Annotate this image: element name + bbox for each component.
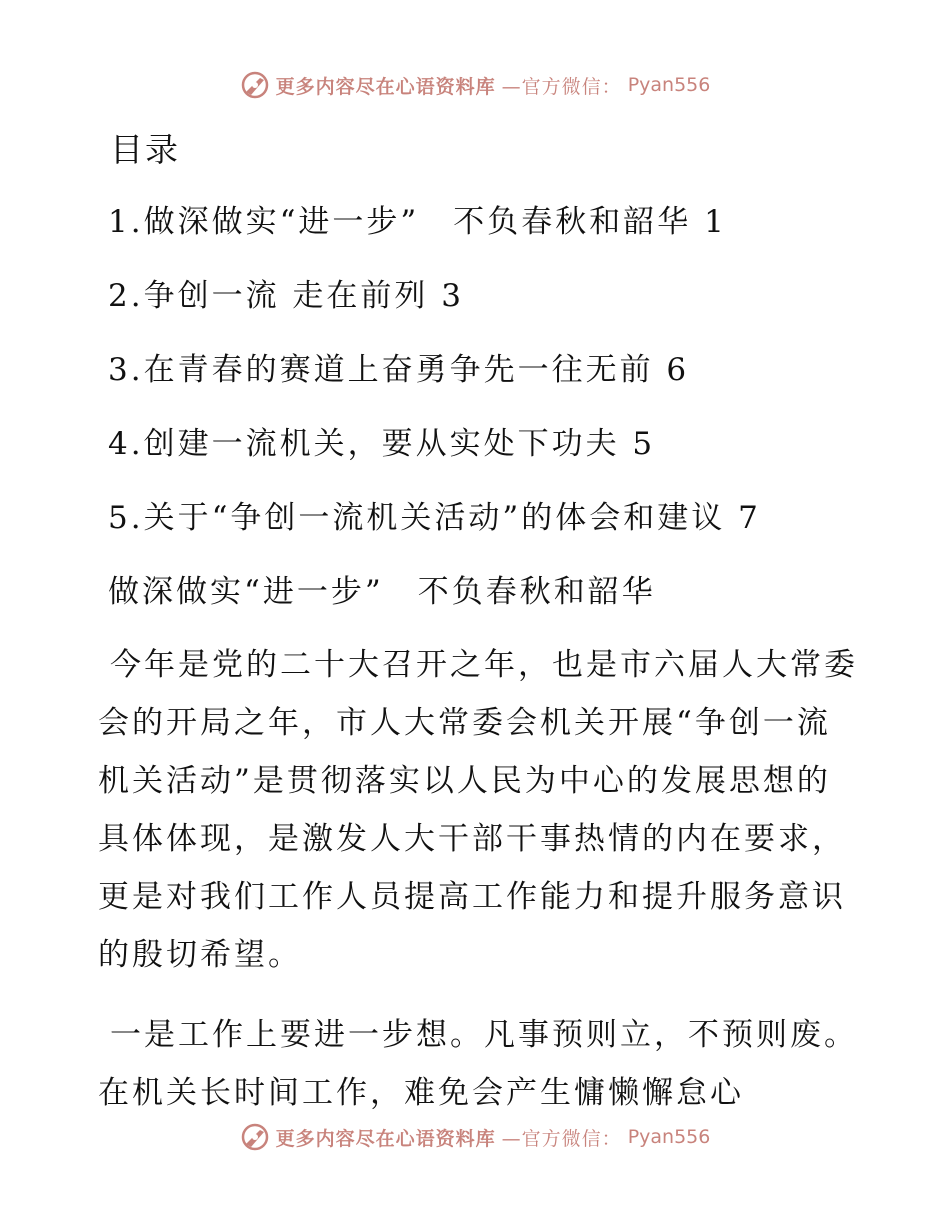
- section-heading: 做深做实“进一步” 不负春秋和韶华: [108, 574, 656, 610]
- toc-item: 2.争创一流 走在前列 3: [108, 278, 465, 314]
- body-paragraph: 一是工作上要进一步想。凡事预则立，不预则废。在机关长时间工作，难免会产生慵懒懈怠心: [98, 1017, 858, 1111]
- watermark-main-text: 更多内容尽在心语资料库: [275, 75, 496, 98]
- watermark-id-text: Pyan556: [627, 1126, 711, 1148]
- toc-item: 5.关于“争创一流机关活动”的体会和建议 7: [108, 500, 761, 536]
- toc-item: 1.做深做实“进一步” 不负春秋和韶华 1: [108, 204, 727, 240]
- watermark-sub-text: —官方微信：: [501, 1127, 622, 1150]
- toc-title: 目录: [110, 130, 180, 169]
- footer-watermark: [0, 1122, 950, 1152]
- body-paragraph: 今年是党的二十大召开之年，也是市六届人大常委会的开局之年，市人大常委会机关开展“争创一流机关活动”是贯彻落实以人民为中心的发展思想的具体体现，是激发人大干部干事热情的内在要求，更是对我们工作人员提高工作能力和提升服务意识的殷切希望。: [98, 647, 858, 973]
- watermark-main-text: 更多内容尽在心语资料库: [275, 1127, 496, 1150]
- toc-list: [108, 196, 761, 566]
- toc-item: 4.创建一流机关，要从实处下功夫 5: [108, 426, 656, 462]
- toc-item: 3.在青春的赛道上奋勇争先一往无前 6: [108, 352, 690, 388]
- logo-icon: [240, 1122, 270, 1152]
- logo-icon: [240, 70, 270, 100]
- header-watermark: [0, 70, 950, 100]
- watermark-sub-text: —官方微信：: [501, 75, 622, 98]
- watermark-id-text: Pyan556: [627, 74, 711, 96]
